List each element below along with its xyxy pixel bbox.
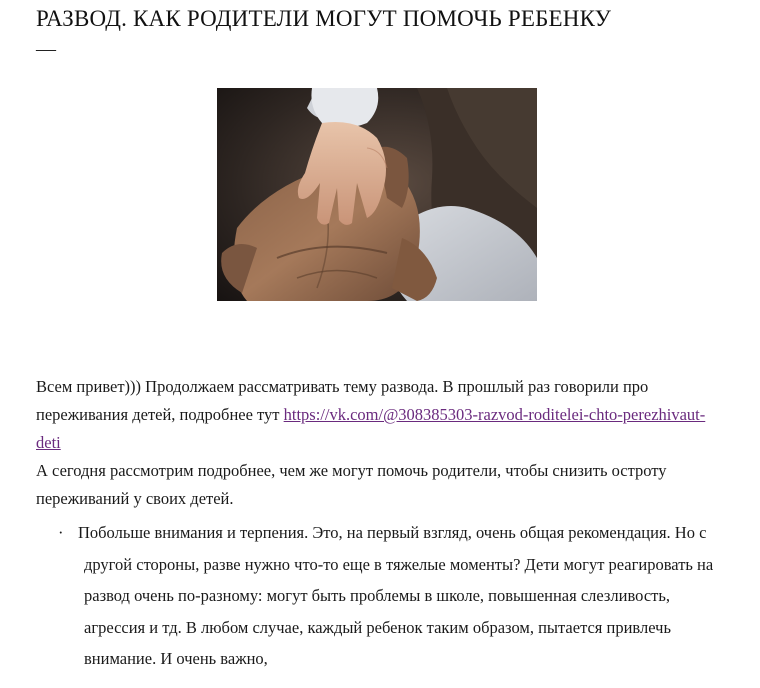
previous-article-link[interactable]: https://vk.com/@308385303-razvod-roditelei-chto-perezhivaut-deti: [36, 405, 706, 452]
title-dash: —: [36, 38, 56, 60]
intro-text: Всем привет))) Продолжаем рассматривать тему развода. В прошлый раз говорили про переживания детей, подробнее тут: [36, 377, 649, 424]
hands-photo-illustration: [217, 88, 537, 301]
bullet-first-line: Побольше внимания и терпения. Это, на первый взгляд, очень общая: [78, 523, 565, 542]
article-body: [36, 373, 726, 675]
second-paragraph: А сегодня рассмотрим подробнее, чем же могут помочь родители, чтобы снизить остроту переживаний у своих детей.: [36, 461, 667, 508]
list-item: [36, 517, 714, 675]
intro-paragraph: [36, 373, 726, 457]
article-title: РАЗВОД. КАК РОДИТЕЛИ МОГУТ ПОМОЧЬ РЕБЕНКУ: [36, 6, 612, 31]
article-photo: [217, 88, 537, 301]
bullet-rest-text: рекомендация. Но с другой стороны, разве нужно что-то еще в тяжелые моменты? Дети могут реагировать на развод очень по-разному: могут быть проблемы в школе, повышенная слезливость, агрессия и тд. В любом случае, каждый ребенок таким образом, пытается привлечь внимание. И очень важно,: [84, 523, 714, 668]
bullet-dot: ·: [58, 523, 64, 542]
